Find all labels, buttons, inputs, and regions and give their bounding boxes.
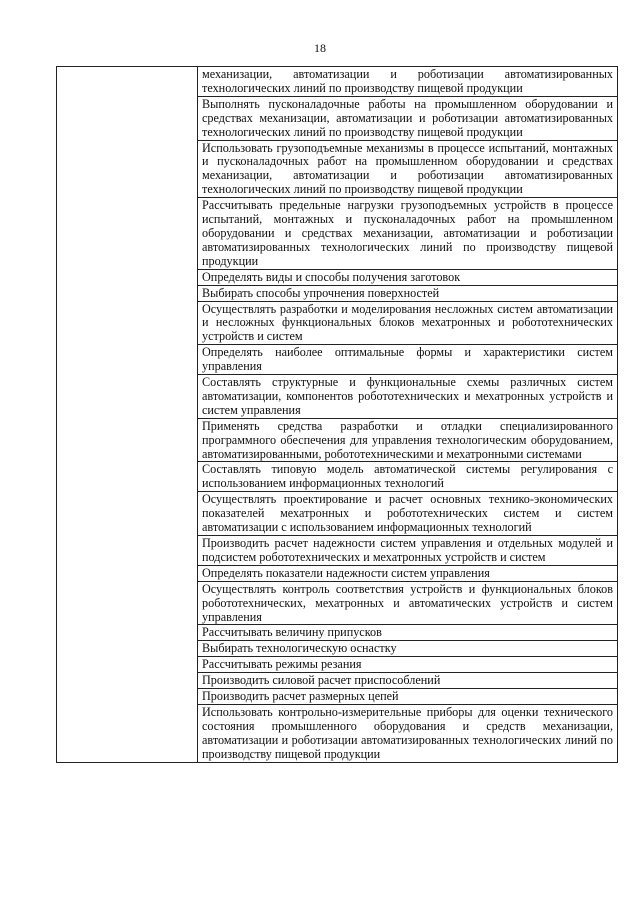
table-row: Осуществлять проектирование и расчет основных технико-экономических показателей мехатронных и робототехнических систем и систем автоматизации с использованием информационных технологий	[198, 491, 617, 535]
table-row: Рассчитывать режимы резания	[198, 656, 617, 672]
table-row: Выбирать способы упрочнения поверхностей	[198, 285, 617, 301]
table-row: Осуществлять контроль соответствия устройств и функциональных блоков робототехнических, мехатронных и автоматических устройств и систем управления	[198, 581, 617, 625]
table-row: Выполнять пусконаладочные работы на промышленном оборудовании и средствах механизации, автоматизации и роботизации автоматизированных технологических линий по производству пищевой продукции	[198, 96, 617, 140]
table-row: Определять наиболее оптимальные формы и характеристики систем управления	[198, 344, 617, 374]
table-row: Определять виды и способы получения заготовок	[198, 269, 617, 285]
table-row: Составлять типовую модель автоматической системы регулирования с использованием информационных технологий	[198, 461, 617, 491]
table-row: Производить расчет размерных цепей	[198, 688, 617, 704]
table-row: Определять показатели надежности систем управления	[198, 565, 617, 581]
table-row: Производить силовой расчет приспособлений	[198, 672, 617, 688]
table-row: Использовать грузоподъемные механизмы в процессе испытаний, монтажных и пусконаладочных работ на промышленном оборудовании и средствах механизации, автоматизации и роботизации автоматизированных технологических линий по производству пищевой продукции	[198, 140, 617, 198]
table-row: Рассчитывать величину припусков	[198, 624, 617, 640]
table-row: Производить расчет надежности систем управления и отдельных модулей и подсистем робототехнических и мехатронных устройств и систем	[198, 535, 617, 565]
table-left-column	[57, 67, 198, 762]
table-rows	[198, 67, 617, 762]
table-row: Осуществлять разработки и моделирования несложных систем автоматизации и несложных функциональных блоков мехатронных и робототехнических устройств и систем	[198, 301, 617, 345]
page-number: 18	[314, 41, 326, 55]
table-row: Составлять структурные и функциональные схемы различных систем автоматизации, компонентов робототехнических и мехатронных устройств и систем управления	[198, 374, 617, 418]
table-row: Применять средства разработки и отладки специализированного программного обеспечения для управления технологическим оборудованием, автоматизированными, робототехническими и мехатронными системами	[198, 418, 617, 462]
requirements-table	[56, 66, 618, 763]
table-row: Рассчитывать предельные нагрузки грузоподъемных устройств в процессе испытаний, монтажных и пусконаладочных работ на промышленном оборудовании и средствах механизации, автоматизации и роботизации автоматизированных технологических линий по производству пищевой продукции	[198, 197, 617, 269]
table-row: механизации, автоматизации и роботизации автоматизированных технологических линий по производству пищевой продукции	[202, 67, 613, 95]
table-row: Использовать контрольно-измерительные приборы для оценки технического состояния промышленного оборудования и средств механизации, автоматизации и роботизации автоматизированных технологических линий по производству пищевой продукции	[198, 704, 617, 762]
table-row: Выбирать технологическую оснастку	[198, 640, 617, 656]
